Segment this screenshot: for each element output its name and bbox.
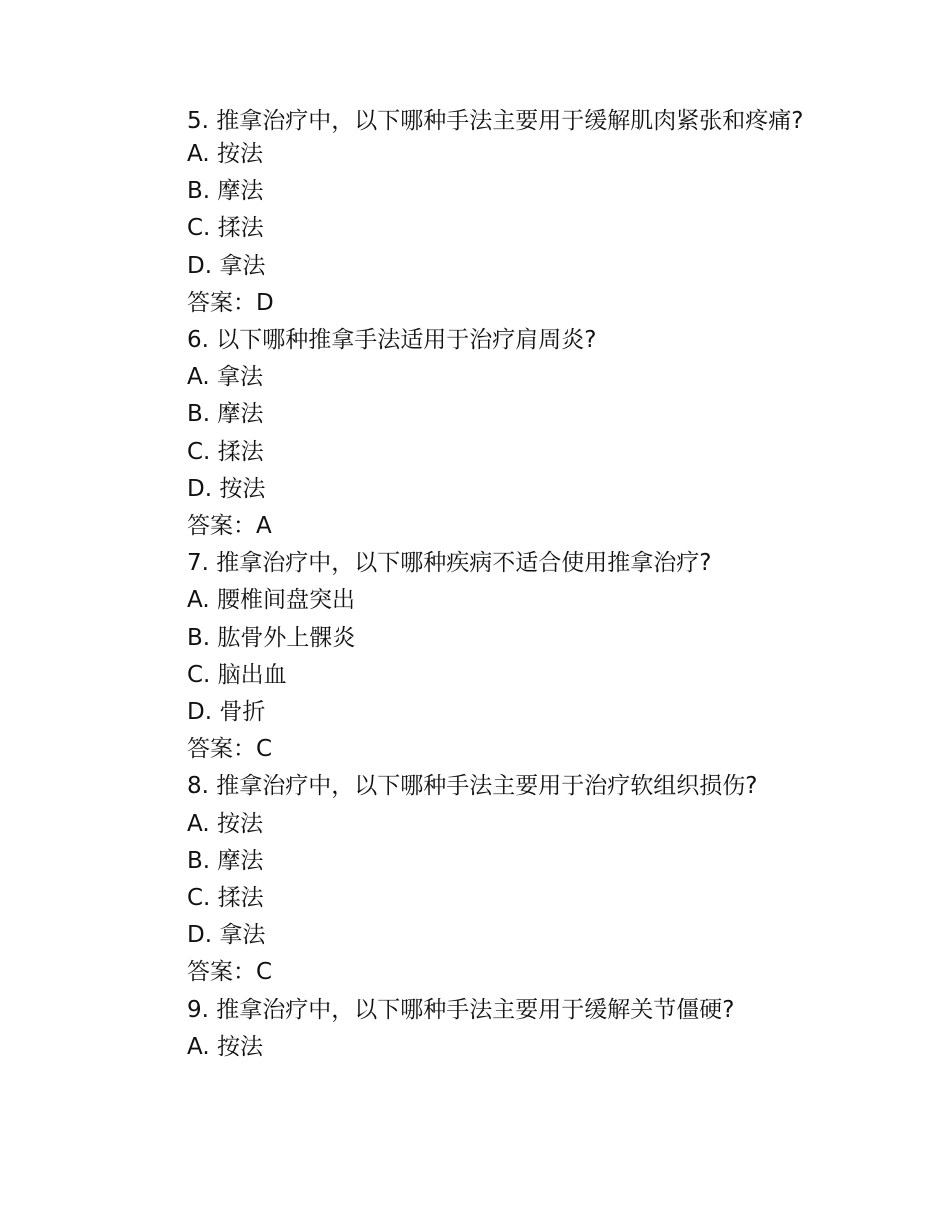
answer: 答案：D <box>187 289 274 316</box>
option-a: A. 腰椎间盘突出 <box>187 587 355 614</box>
option-c: C. 揉法 <box>187 215 264 242</box>
option-a: A. 按法 <box>187 1033 263 1060</box>
question-6 <box>140 322 820 545</box>
option-b: B. 摩法 <box>187 401 264 428</box>
option-a: A. 拿法 <box>187 364 263 391</box>
option-d: D. 按法 <box>187 475 266 502</box>
question-8 <box>140 768 820 991</box>
question-list <box>140 104 820 1066</box>
question-stem: 9. 推拿治疗中，以下哪种手法主要用于缓解关节僵硬? <box>187 996 735 1023</box>
question-9 <box>140 992 820 1066</box>
question-stem: 8. 推拿治疗中，以下哪种手法主要用于治疗软组织损伤? <box>187 773 758 800</box>
option-b: B. 肱骨外上髁炎 <box>187 624 356 651</box>
option-d: D. 拿法 <box>187 252 266 279</box>
option-a: A. 按法 <box>187 141 263 167</box>
answer: 答案：C <box>187 959 273 986</box>
option-b: B. 摩法 <box>187 847 264 874</box>
option-c: C. 揉法 <box>187 438 264 465</box>
question-7 <box>140 545 820 768</box>
option-a: A. 按法 <box>187 810 263 837</box>
option-d: D. 骨折 <box>187 699 266 726</box>
question-stem: 5. 推拿治疗中，以下哪种手法主要用于缓解肌肉紧张和疼痛? <box>187 108 804 134</box>
question-stem: 7. 推拿治疗中，以下哪种疾病不适合使用推拿治疗? <box>187 550 712 577</box>
option-b: B. 摩法 <box>187 178 264 205</box>
answer: 答案：C <box>187 736 273 763</box>
option-c: C. 脑出血 <box>187 661 287 688</box>
question-stem: 6. 以下哪种推拿手法适用于治疗肩周炎? <box>187 327 597 354</box>
option-d: D. 拿法 <box>187 922 266 949</box>
option-c: C. 揉法 <box>187 885 264 912</box>
question-5 <box>140 104 820 322</box>
answer: 答案：A <box>187 513 272 540</box>
